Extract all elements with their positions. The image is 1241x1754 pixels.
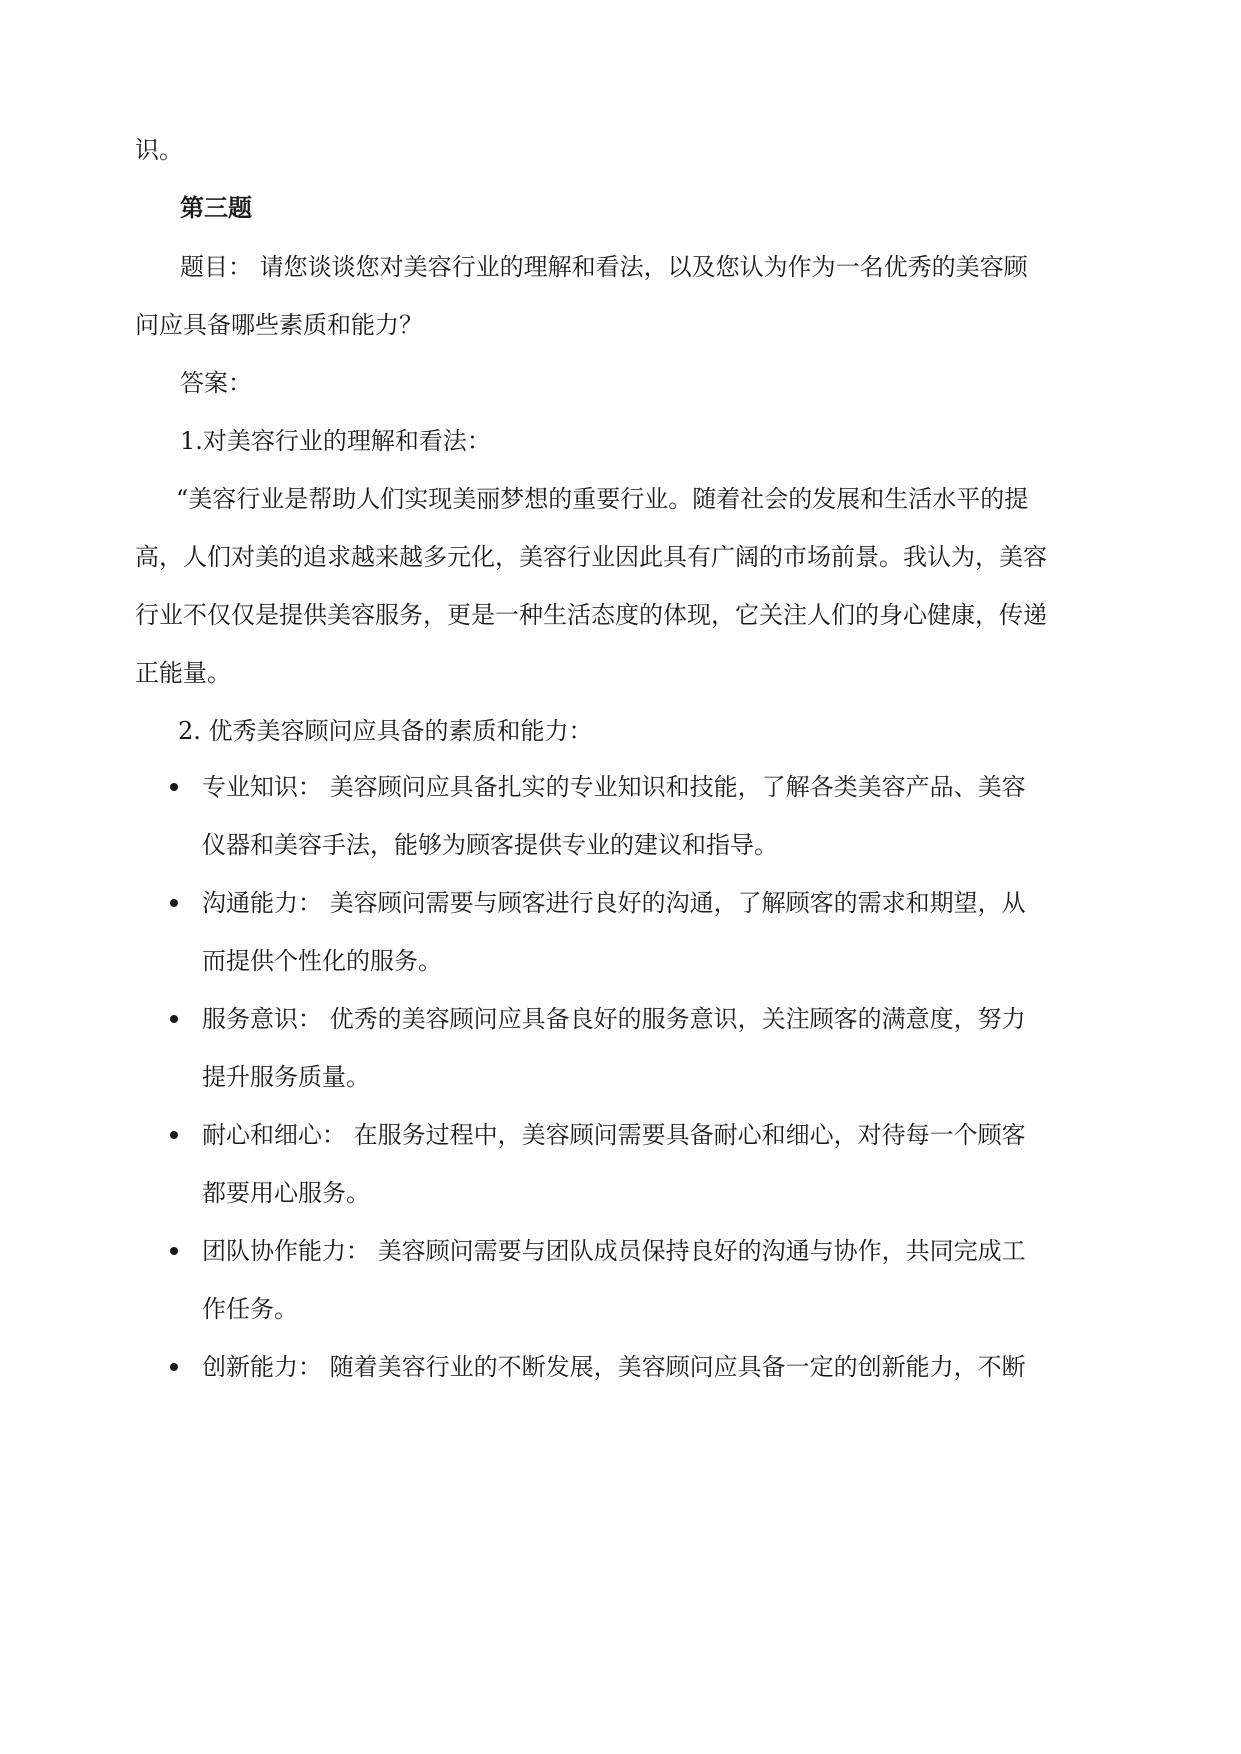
bullet-line: 而提供个性化的服务。 bbox=[202, 947, 442, 975]
part1-paragraph-line: 行业不仅仅是提供美容服务，更是一种生活态度的体现，它关注人们的身心健康，传递 bbox=[135, 601, 1047, 629]
bullet-line: 沟通能力： 美容顾问需要与顾客进行良好的沟通，了解顾客的需求和期望，从 bbox=[202, 889, 1026, 917]
bullet-dot-icon bbox=[170, 1015, 178, 1023]
bullet-line: 团队协作能力： 美容顾问需要与团队成员保持良好的沟通与协作，共同完成工 bbox=[202, 1237, 1026, 1265]
part1-paragraph-line: 高，人们对美的追求越来越多元化，美容行业因此具有广阔的市场前景。我认为，美容 bbox=[135, 543, 1047, 571]
part1-paragraph-line: “美容行业是帮助人们实现美丽梦想的重要行业。随着社会的发展和生活水平的提 bbox=[176, 485, 1029, 513]
bullet-line: 仪器和美容手法，能够为顾客提供专业的建议和指导。 bbox=[202, 831, 778, 859]
bullet-dot-icon bbox=[170, 1363, 178, 1371]
bullet-line: 创新能力： 随着美容行业的不断发展，美容顾问应具备一定的创新能力，不断 bbox=[202, 1353, 1026, 1381]
bullet-line: 耐心和细心： 在服务过程中，美容顾问需要具备耐心和细心，对待每一个顾客 bbox=[202, 1121, 1026, 1149]
bullet-dot-icon bbox=[170, 1247, 178, 1255]
bullet-dot-icon bbox=[170, 1131, 178, 1139]
bullet-dot-icon bbox=[170, 783, 178, 791]
question-line-1: 题目： 请您谈谈您对美容行业的理解和看法，以及您认为作为一名优秀的美容顾 bbox=[180, 253, 1028, 281]
part1-heading: 1.对美容行业的理解和看法： bbox=[180, 427, 491, 455]
continuation-text: 识。 bbox=[135, 136, 183, 164]
question-line-2: 问应具备哪些素质和能力？ bbox=[135, 311, 423, 339]
bullet-line: 作任务。 bbox=[202, 1295, 298, 1323]
bullet-line: 专业知识： 美容顾问应具备扎实的专业知识和技能，了解各类美容产品、美容 bbox=[202, 773, 1026, 801]
part1-paragraph-line: 正能量。 bbox=[135, 659, 231, 687]
bullet-dot-icon bbox=[170, 899, 178, 907]
bullet-line: 都要用心服务。 bbox=[202, 1179, 370, 1207]
answer-label: 答案： bbox=[180, 369, 252, 397]
bullet-line: 提升服务质量。 bbox=[202, 1063, 370, 1091]
section-title: 第三题 bbox=[180, 193, 252, 222]
part2-heading: 2. 优秀美容顾问应具备的素质和能力： bbox=[178, 717, 593, 745]
bullet-line: 服务意识： 优秀的美容顾问应具备良好的服务意识，关注顾客的满意度，努力 bbox=[202, 1005, 1026, 1033]
